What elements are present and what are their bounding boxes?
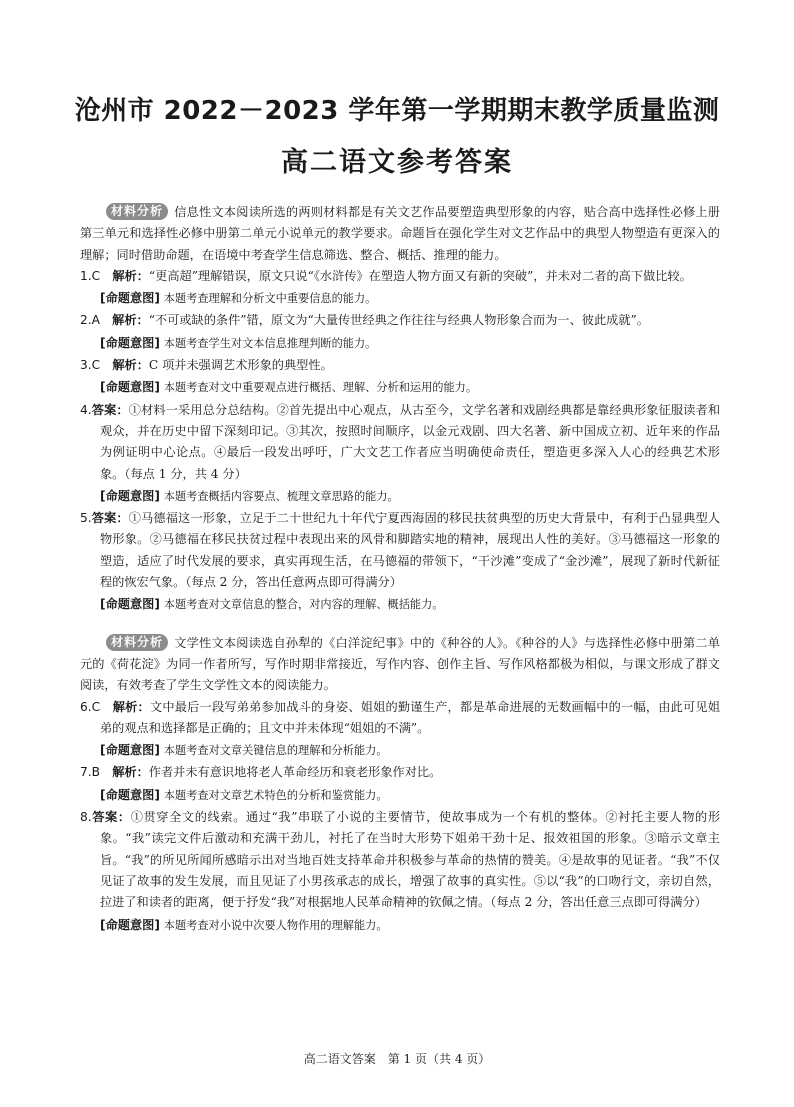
intent-note: [命题意图] 本题考查对文中重要观点进行概括、理解、分析和运用的能力。 (100, 380, 478, 395)
answer-text: ①马德福这一形象，立足于二十世纪九十年代宁夏西海固的移民扶贫典型的历史大背景中，有利于凸显典型人物形象。②马德福在移民扶贫过程中表现出来的风骨和脚踏实地的精神，展现出人性的美好。③马德福这一形象的塑造，适应了时代发展的要求，真实再现生活，在马德福的带领下，“干沙滩”变成了“金沙滩”，展现了新时代新征程的恢宏气象。（每点 2 分，答出任意两点即可得满分） (100, 511, 721, 590)
question-6: 6.C 解析：文中最后一段写弟弟参加战斗的身姿、姐姐的勤谨生产，都是革命进展的无数画幅中的一幅，由此可见姐弟的观点和选择都是正确的；且文中并未体现“姐姐的不满”。 [命题意图] 本题考查对文章关键信息的理解和分析能力。 (80, 697, 720, 762)
answer-text: ①贯穿全文的线索。通过“我”串联了小说的主要情节，使故事成为一个有机的整体。②衬托主要人物的形象。“我”读完文件后激动和充满干劲儿，衬托了在当时大形势下姐弟干劲十足、报效祖国的形象。③暗示文章主旨。“我”的所见所闻所感暗示出对当地百姓支持革命并积极参与革命的热情的赞美。④是故事的见证者。“我”不仅见证了故事的发生发展，而且见证了小男孩承志的成长，增强了故事的真实性。⑤以“我”的口吻行文，亲切自然，拉进了和读者的距离，便于抒发“我”对根据地人民革命精神的钦佩之情。（每点 2 分，答出任意三点即可得满分） (100, 810, 721, 910)
answer-letter: C (91, 699, 101, 714)
answer-letter: B (91, 765, 101, 780)
explanation-text: “更高超”理解错误，原文只说“《水浒传》在塑造人物方面又有新的突破”，并未对二者的高下做比较。 (148, 268, 692, 283)
intent-note: [命题意图] 本题考查概括内容要点、梳理文章思路的能力。 (100, 488, 399, 503)
explanation-text: “不可或缺的条件”错，原文为“大量传世经典之作往往与经典人物形象合而为一、彼此成就”。 (148, 313, 649, 328)
explanation-text: C 项并未强调艺术形象的典型性。 (148, 358, 333, 373)
intent-note: [命题意图] 本题考查学生对文本信息推理判断的能力。 (100, 335, 377, 350)
intent-note: [命题意图] 本题考查对文章艺术特色的分析和鉴赏能力。 (100, 787, 388, 802)
question-5: 5.答案：①马德福这一形象，立足于二十世纪九十年代宁夏西海固的移民扶贫典型的历史大背景中，有利于凸显典型人物形象。②马德福在移民扶贫过程中表现出来的风骨和脚踏实地的精神，展现出人性的美好。③马德福这一形象的塑造，适应了时代发展的要求，真实再现生活，在马德福的带领下，“干沙滩”变成了“金沙滩”，展现了新时代新征程的恢宏气象。（每点 2 分，答出任意两点即可得满分） [命题意图] 本题考查对文章信息的整合，对内容的理解、概括能力。 (80, 508, 720, 615)
question-1: 1.C 解析：“更高超”理解错误，原文只说“《水浒传》在塑造人物方面又有新的突破”，并未对二者的高下做比较。 [命题意图] 本题考查理解和分析文中重要信息的能力。 (80, 266, 720, 310)
intent-note: [命题意图] 本题考查理解和分析文中重要信息的能力。 (100, 291, 377, 306)
question-2: 2.A 解析：“不可或缺的条件”错，原文为“大量传世经典之作往往与经典人物形象合而为一、彼此成就”。 [命题意图] 本题考查学生对文本信息推理判断的能力。 (80, 310, 720, 354)
section2-intro (80, 633, 720, 697)
section1-intro (80, 202, 720, 266)
explanation-text: 文中最后一段写弟弟参加战斗的身姿、姐姐的勤谨生产，都是革命进展的无数画幅中的一幅，由此可见姐弟的观点和选择都是正确的；且文中并未体现“姐姐的不满”。 (100, 699, 721, 735)
page-footer: 高二语文答案 第 1 页（共 4 页） (303, 1052, 491, 1066)
section1-intro-text: 信息性文本阅读所选的两则材料都是有关文艺作品要塑造典型形象的内容，贴合高中选择性必修上册第三单元和选择性必修中册第二单元小说单元的教学要求。命题旨在强化学生对文艺作品中的典型人物塑造有更深入的理解；同时借助命题，在语境中考查学生信息筛选、整合、概括、推理的能力。 (80, 205, 720, 262)
document-body (80, 202, 720, 937)
question-7: 7.B 解析：作者并未有意识地将老人革命经历和衰老形象作对比。 [命题意图] 本题考查对文章艺术特色的分析和鉴赏能力。 (80, 762, 720, 806)
answer-text: ①材料一采用总分总结构。②首先提出中心观点，从古至今，文学名著和戏剧经典都是靠经典形象征服读者和观众，并在历史中留下深刻印记。③其次，按照时间顺序，以金元戏剧、四大名著、新中国成立初、近年来的作品为例证明中心论点。④最后一段发出呼吁，广大文艺工作者应当明确使命责任，塑造更多深入人心的经典艺术形象。（每点 1 分，共 4 分） (100, 402, 721, 481)
document-title: 沧州市 2022－2023 学年第一学期期末教学质量监测 (74, 96, 720, 126)
section2-intro-text: 文学性文本阅读选自孙犁的《白洋淀纪事》中的《种谷的人》。《种谷的人》与选择性必修中册第二单元的《荷花淀》为同一作者所写，写作时期非常接近，写作内容、创作主旨、写作风格都极为相似，与课文形成了群文阅读，有效考查了学生文学性文本的阅读能力。 (80, 635, 720, 693)
answer-letter: C (91, 358, 101, 373)
answer-letter: C (91, 268, 101, 283)
material-analysis-badge: 材料分析 (106, 203, 168, 220)
question-8: 8.答案：①贯穿全文的线索。通过“我”串联了小说的主要情节，使故事成为一个有机的整体。②衬托主要人物的形象。“我”读完文件后激动和充满干劲儿，衬托了在当时大形势下姐弟干劲十足、报效祖国的形象。③暗示文章主旨。“我”的所见所闻所感暗示出对当地百姓支持革命并积极参与革命的热情的赞美。④是故事的见证者。“我”不仅见证了故事的发生发展，而且见证了小男孩承志的成长，增强了故事的真实性。⑤以“我”的口吻行文，亲切自然，拉进了和读者的距离，便于抒发“我”对根据地人民革命精神的钦佩之情。（每点 2 分，答出任意三点即可得满分） [命题意图] 本题考查对小说中次要人物作用的理解能力。 (80, 807, 720, 936)
intent-note: [命题意图] 本题考查对文章关键信息的理解和分析能力。 (100, 743, 388, 758)
question-3: 3.C 解析：C 项并未强调艺术形象的典型性。 [命题意图] 本题考查对文中重要观点进行概括、理解、分析和运用的能力。 (80, 355, 720, 399)
document-subtitle: 高二语文参考答案 (281, 147, 513, 178)
intent-note: [命题意图] 本题考查对小说中次要人物作用的理解能力。 (100, 917, 388, 932)
material-analysis-badge: 材料分析 (106, 634, 168, 651)
explanation-text: 作者并未有意识地将老人革命经历和衰老形象作对比。 (148, 765, 442, 780)
intent-note: [命题意图] 本题考查对文章信息的整合，对内容的理解、概括能力。 (100, 597, 444, 612)
question-4: 4.答案：①材料一采用总分总结构。②首先提出中心观点，从古至今，文学名著和戏剧经典都是靠经典形象征服读者和观众，并在历史中留下深刻印记。③其次，按照时间顺序，以金元戏剧、四大名著、新中国成立初、近年来的作品为例证明中心论点。④最后一段发出呼吁，广大文艺工作者应当明确使命责任，塑造更多深入人心的经典艺术形象。（每点 1 分，共 4 分） [命题意图] 本题考查概括内容要点、梳理文章思路的能力。 (80, 400, 720, 507)
answer-letter: A (91, 313, 100, 328)
